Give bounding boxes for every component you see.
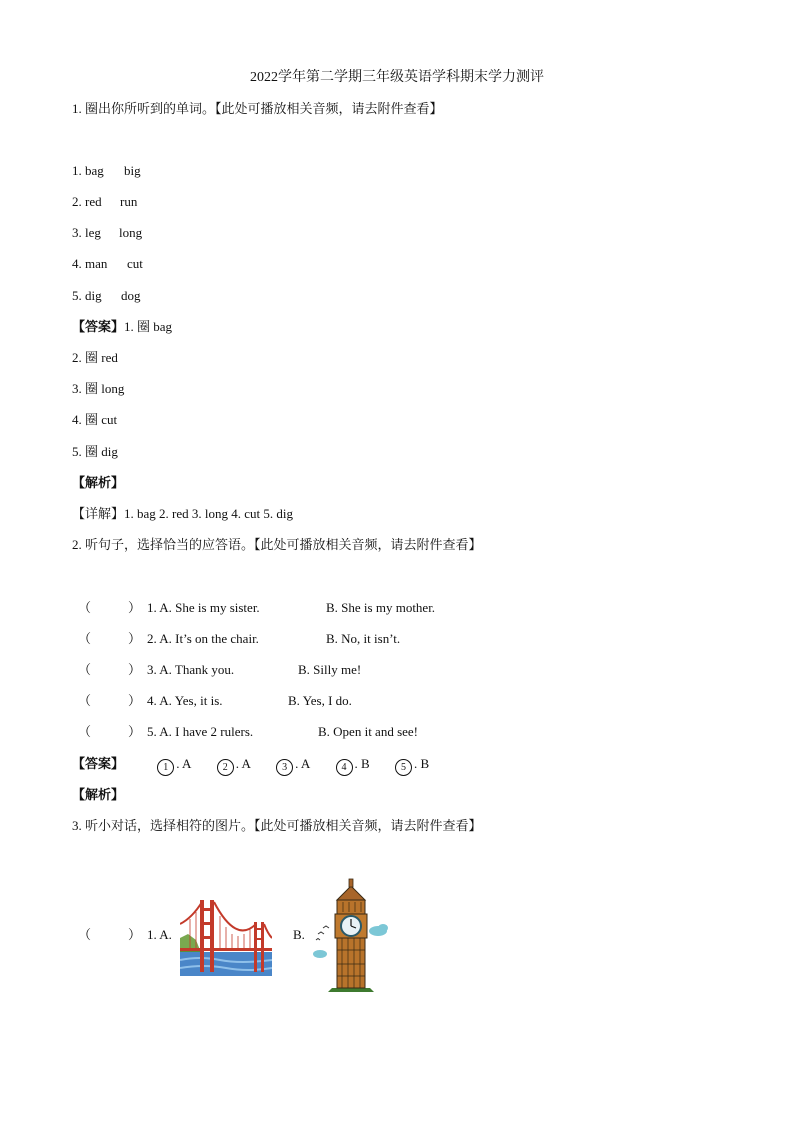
paren-close: ） [128,724,142,739]
q1-item-2 [72,193,137,211]
q1-item-5-word: 5. dig [72,288,102,303]
q2-item-2-option-b: B. No, it isn’t. [326,631,401,646]
q1-item-4-alt: cut [127,256,143,271]
q1-answer-4: 4. 圈 cut [72,412,118,427]
paren-open: （ [78,693,92,708]
q1-item-3-word: 3. leg [72,225,101,240]
q2-answer-5: 5 . B [395,755,429,776]
q1-analysis-label: 【解析】 [72,475,125,490]
q2-stem: 2. 听句子，选择恰当的应答语。【此处可播放相关音频，请去附件查看】 [72,537,482,552]
q2-answer-label: 【答案】 [72,756,125,771]
paren-open: （ [78,631,92,646]
q2-item-5-option-a: 5. A. I have 2 rulers. [147,724,254,739]
circled-number: 5 [395,759,412,776]
paren-close: ） [128,600,142,615]
paren-open: （ [78,600,92,615]
q2-item-1-option-a: 1. A. She is my sister. [147,600,260,615]
q1-item-1-alt: big [124,163,141,178]
q2-answer-row [72,755,451,776]
q2-item-4-option-a: 4. A. Yes, it is. [147,693,223,708]
q1-detail [72,505,293,523]
q1-item-4 [72,255,143,273]
q1-detail-text: 1. bag 2. red 3. long 4. cut 5. dig [124,506,293,521]
circled-number: 1 [157,759,174,776]
q2-item-5-option-b: B. Open it and see! [318,724,419,739]
golden-gate-bridge-icon [180,894,272,976]
paren-close: ） [128,662,142,677]
q2-item-3-option-a: 3. A. Thank you. [147,662,235,677]
q2-answer-2: 2 . A [217,755,251,776]
q1-answer-2: 2. 圈 red [72,350,118,365]
paren-open: （ [78,724,92,739]
paren-close: ） [128,693,142,708]
q1-item-5-alt: dog [121,288,141,303]
paren-open: （ [78,662,92,677]
q2-answer-3: 3 . A [276,755,310,776]
q1-item-1-word: 1. bag [72,163,104,178]
page-title: 2022学年第二学期三年级英语学科期末学力测评 [250,70,544,85]
q2-item-3-option-b: B. Silly me! [298,662,362,677]
paren-open: （ [78,927,92,942]
q1-item-1 [72,162,141,180]
q2-item-4-option-b: B. Yes, I do. [288,693,352,708]
paren-close: ） [128,927,142,942]
q3-item-1-option-b: B. [293,927,305,942]
circled-number: 4 [336,759,353,776]
q1-answer-row-1 [72,318,172,336]
q1-answer-label: 【答案】 [72,319,125,334]
q3-item-1-option-a: 1. A. [147,927,172,942]
q1-item-4-word: 4. man [72,256,108,271]
q2-item-2-option-a: 2. A. It’s on the chair. [147,631,259,646]
q1-detail-label: 【详解】 [72,506,125,521]
q1-item-2-word: 2. red [72,194,102,209]
q2-answer-1: 1 . A [157,755,191,776]
q1-stem: 1. 圈出你所听到的单词。【此处可播放相关音频，请去附件查看】 [72,101,443,116]
paren-close: ） [128,631,142,646]
q1-item-3-alt: long [119,225,143,240]
q1-item-5 [72,287,141,305]
q1-answer-1: 1. 圈 bag [124,319,173,334]
q1-answer-5: 5. 圈 dig [72,444,118,459]
q2-answer-4: 4 . B [336,755,370,776]
q1-item-2-alt: run [120,194,138,209]
q1-answer-3: 3. 圈 long [72,381,125,396]
circled-number: 3 [276,759,293,776]
q1-item-3 [72,224,142,242]
circled-number: 2 [217,759,234,776]
q2-item-1-option-b: B. She is my mother. [326,600,436,615]
big-ben-clock-tower-icon [312,878,390,992]
q2-analysis-label: 【解析】 [72,787,125,802]
q3-stem: 3. 听小对话，选择相符的图片。【此处可播放相关音频，请去附件查看】 [72,818,482,833]
